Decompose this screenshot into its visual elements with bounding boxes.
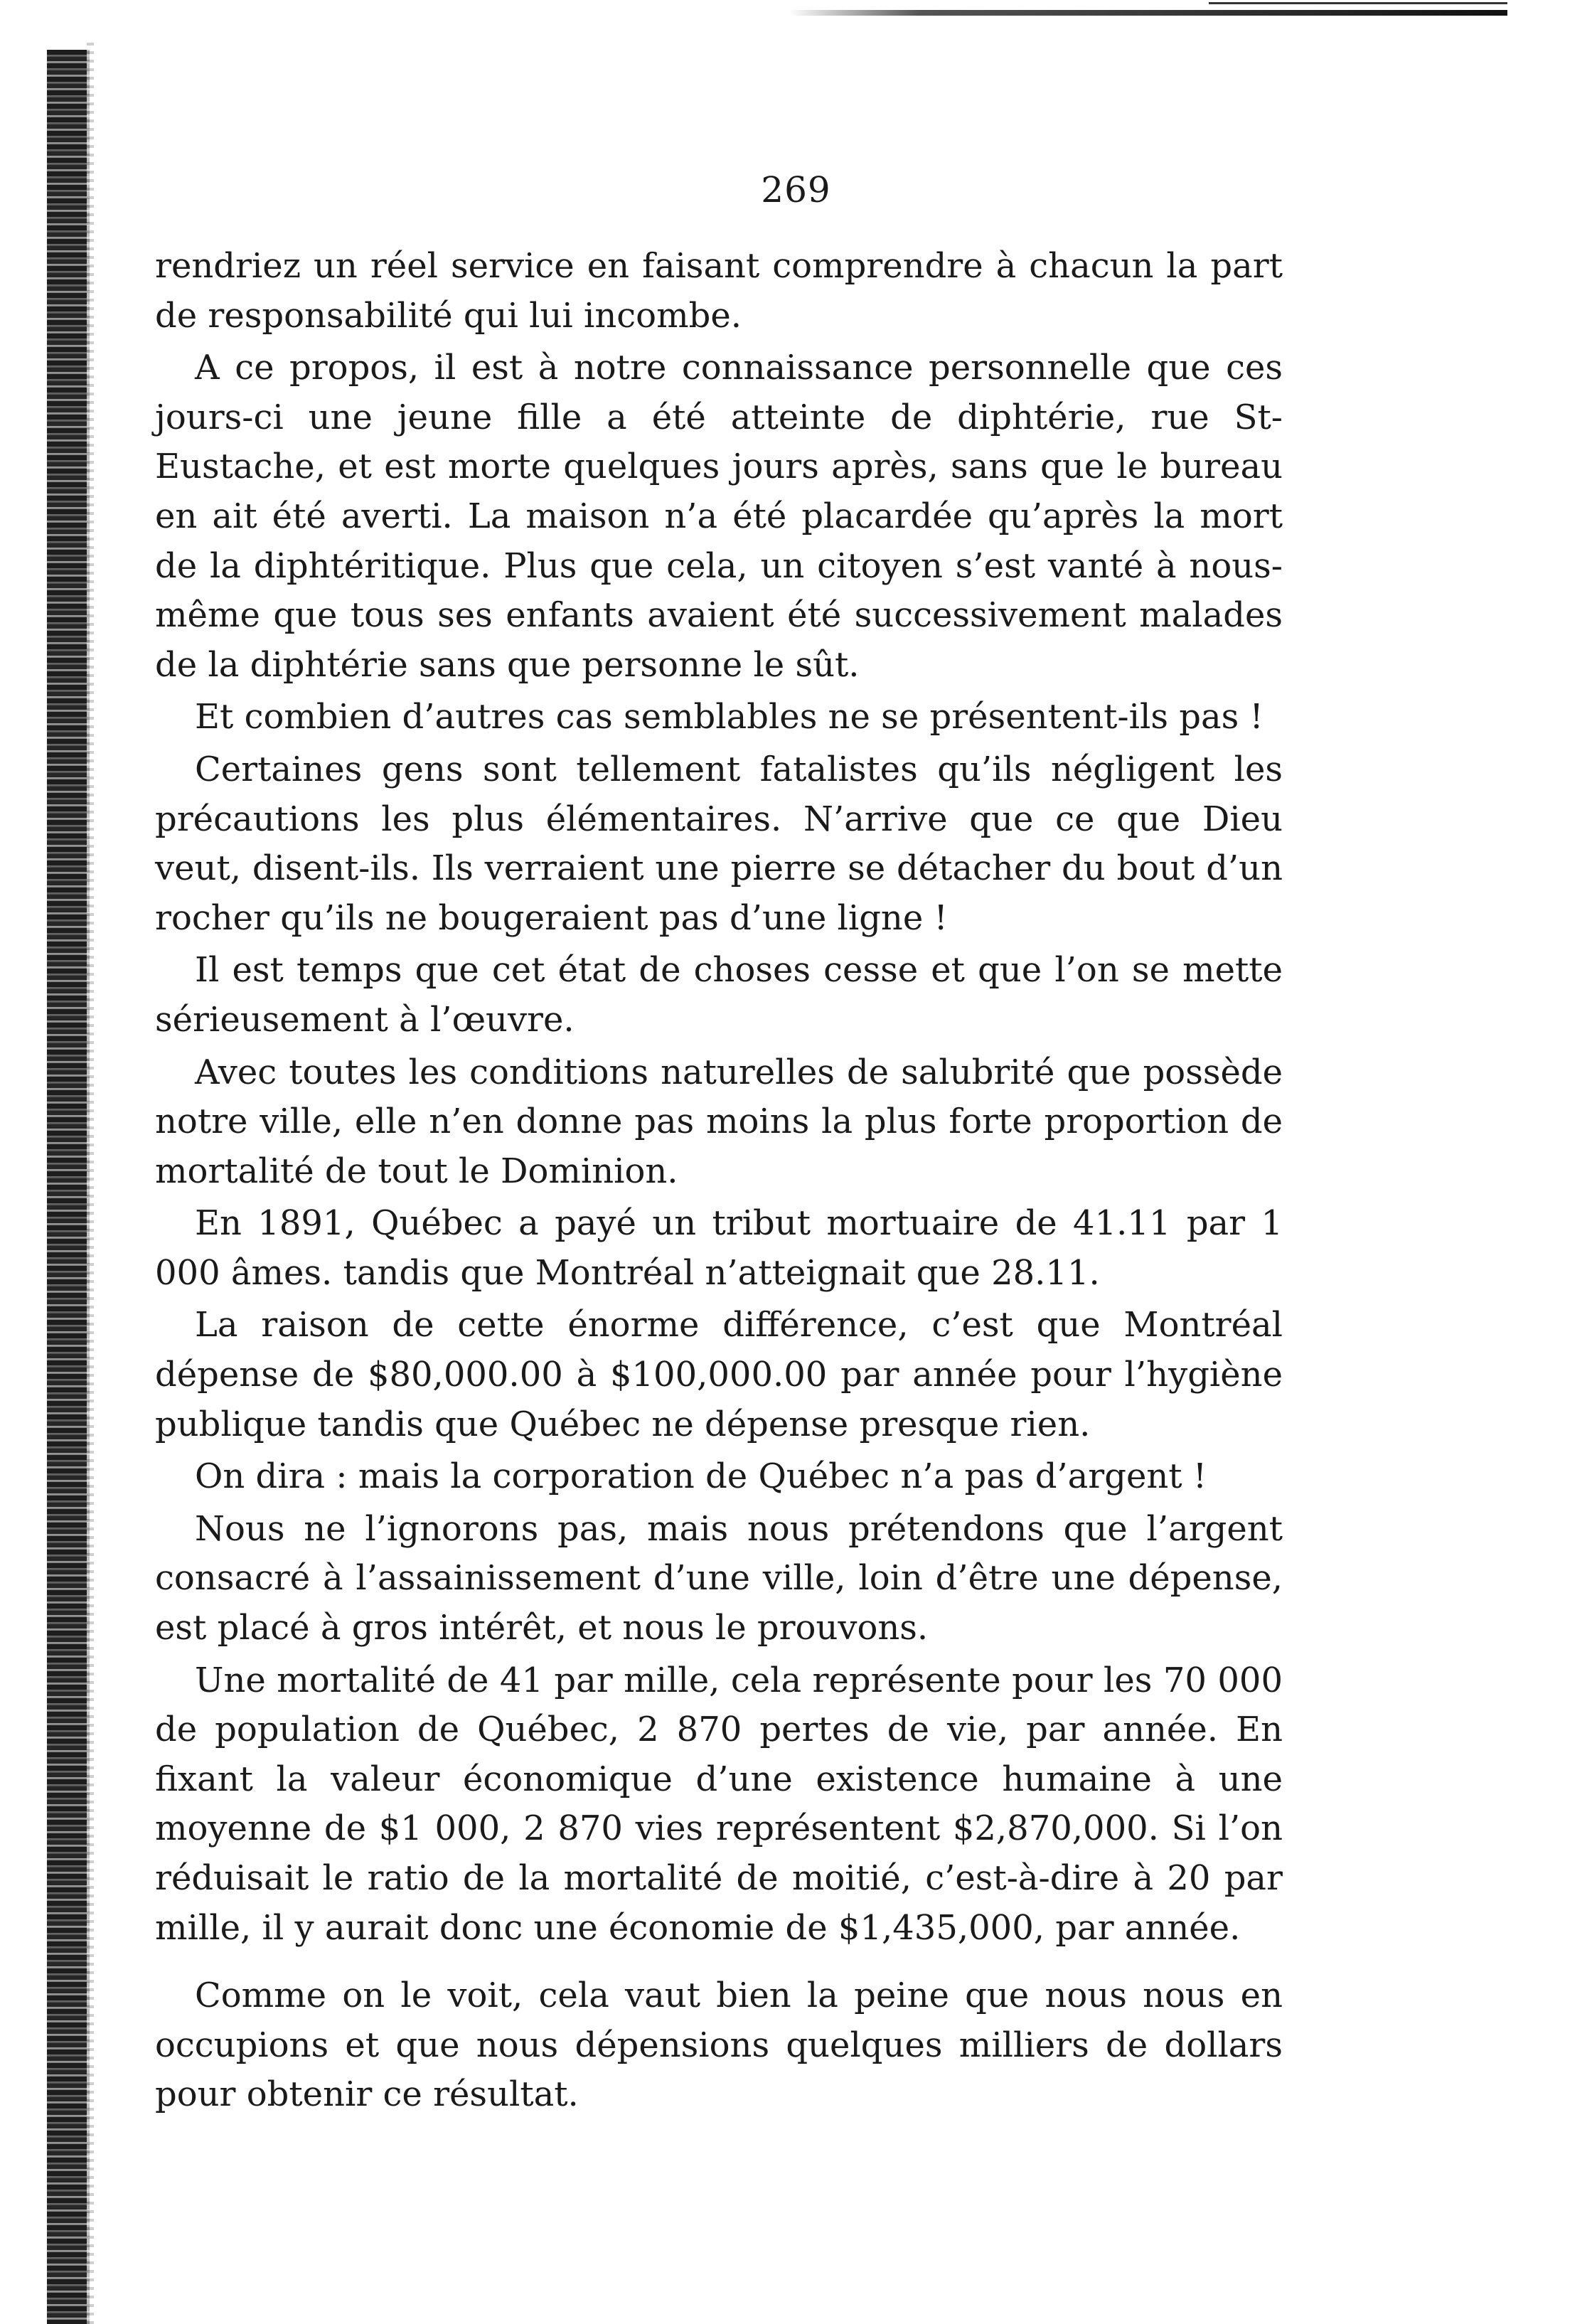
scan-top-rule	[789, 10, 1507, 16]
paragraph-12: Comme on le voit, cela vaut bien la peine que nous nous en occupions et que nous dépensions quelques milliers de dollars pour obtenir ce résultat.	[155, 1976, 1283, 2115]
paragraph-2: A ce propos, il est à notre connaissance personnelle que ces jours-ci une jeune fille a été atteinte de diphtérie, rue St-Eustache, et est morte quelques jours après, sans que le bureau en ait été averti. La maison n’a été placardée qu’après la mort de la diphtéritique. Plus que cela, un citoyen s’est vanté à nous-même que tous ses enfants avaient été successivement malades de la diphtérie sans que personne le sût.	[155, 348, 1283, 685]
scan-binding-shadow	[87, 43, 94, 2324]
scan-binding-edge	[47, 50, 90, 2324]
paragraph-9: On dira : mais la corporation de Québec n’a pas d’argent !	[195, 1456, 1207, 1497]
page-number: 269	[761, 169, 831, 210]
paragraph-4: Certaines gens sont tellement fatalistes qu’ils négligent les précautions les plus élémentaires. N’arrive que ce que Dieu veut, disent-ils. Ils verraient une pierre se détacher du bout d’un rocher qu’ils ne bougeraient pas d’une ligne !	[155, 749, 1283, 938]
paragraph-7: En 1891, Québec a payé un tribut mortuaire de 41.11 par 1 000 âmes. tandis que Montréal n’atteignait que 28.11.	[155, 1203, 1283, 1293]
page-body	[155, 242, 1283, 2120]
paragraph-8: La raison de cette énorme différence, c’est que Montréal dépense de $80,000.00 à $100,000.00 par année pour l’hygiène publique tandis que Québec ne dépense presque rien.	[155, 1305, 1283, 1444]
paragraph-1: rendriez un réel service en faisant comprendre à chacun la part de responsabilité qui lui incombe.	[155, 246, 1283, 336]
paragraph-3: Et combien d’autres cas semblables ne se présentent-ils pas !	[195, 697, 1264, 737]
scan-top-rule-thin	[1209, 2, 1507, 4]
paragraph-5: Il est temps que cet état de choses cesse et que l’on se mette sérieusement à l’œuvre.	[155, 950, 1283, 1040]
paragraph-10: Nous ne l’ignorons pas, mais nous prétendons que l’argent consacré à l’assainissement d’une ville, loin d’être une dépense, est placé à gros intérêt, et nous le prouvons.	[155, 1508, 1283, 1648]
paragraph-6: Avec toutes les conditions naturelles de salubrité que possède notre ville, elle n’en donne pas moins la plus forte proportion de mortalité de tout le Dominion.	[155, 1052, 1283, 1191]
paragraph-11: Une mortalité de 41 par mille, cela représente pour les 70 000 de population de Québec, 2 870 pertes de vie, par année. En fixant la valeur économique d’une existence humaine à une moyenne de $1 000, 2 870 vies représentent $2,870,000. Si l’on réduisait le ratio de la mortalité de moitié, c’est-à-dire à 20 par mille, il y aurait donc une économie de $1,435,000, par année.	[155, 1660, 1283, 1948]
